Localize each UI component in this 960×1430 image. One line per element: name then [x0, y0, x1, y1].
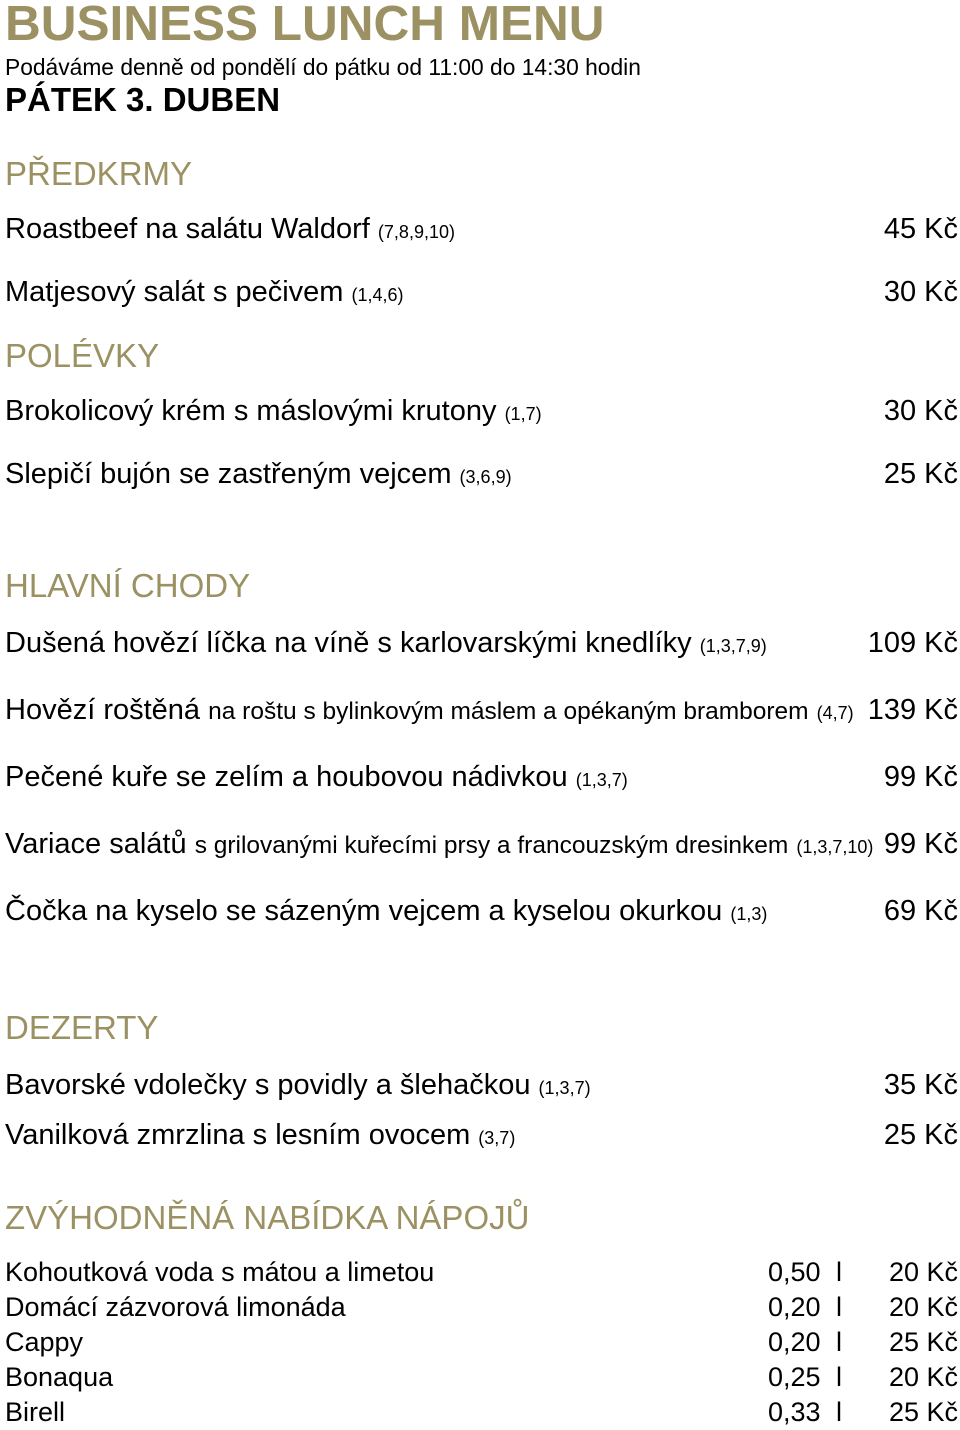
item-name: Hovězí roštěná: [5, 694, 201, 726]
drink-price: 20 Kč: [888, 1292, 958, 1322]
serving-hours-text: Podáváme denně od pondělí do pátku od 11:00 do 14:30 hodin: [5, 54, 641, 80]
menu-item: [5, 878, 958, 945]
item-name-group: [5, 198, 455, 261]
item-allergens: (1,7): [504, 404, 542, 424]
item-allergens: (3,7): [478, 1128, 516, 1148]
item-list: [5, 198, 958, 324]
item-name-group: [5, 1110, 515, 1160]
item-name-group: [5, 878, 767, 945]
drink-price: 25 Kč: [888, 1397, 958, 1427]
drink-name: Kohoutková voda s mátou a limetou: [5, 1257, 435, 1287]
drink-name: Domácí zázvorová limonáda: [5, 1292, 346, 1322]
item-allergens: (1,4,6): [351, 285, 404, 305]
drink-name: Cappy: [5, 1327, 84, 1357]
menu-item: [5, 380, 958, 443]
drink-volume: 0,25: [768, 1362, 821, 1392]
menu-item: [5, 261, 958, 324]
item-price: 25 Kč: [883, 1119, 958, 1151]
drink-volume: 0,33: [768, 1397, 821, 1427]
section-soups: [5, 332, 958, 506]
item-allergens: (4,7): [816, 703, 854, 723]
section-main-courses: [5, 562, 958, 945]
drink-row: [5, 1255, 958, 1290]
item-name: Pečené kuře se zelím a houbovou nádivkou: [5, 761, 568, 793]
menu-item: [5, 1060, 958, 1110]
section-heading: POLÉVKY: [5, 337, 160, 374]
item-price: 99 Kč: [883, 828, 958, 860]
item-price: 109 Kč: [867, 627, 958, 659]
item-price: 69 Kč: [883, 895, 958, 927]
menu-item: [5, 744, 958, 811]
item-name-group: [5, 443, 512, 506]
drink-row: [5, 1360, 958, 1395]
section-heading: ZVÝHODNĚNÁ NABÍDKA NÁPOJŮ: [5, 1199, 530, 1236]
item-name: Variace salátů: [5, 828, 187, 860]
menu-item: [5, 1110, 958, 1160]
item-name: Roastbeef na salátu Waldorf: [5, 213, 370, 245]
menu-item: [5, 198, 958, 261]
section-starters: [5, 150, 958, 324]
item-name-group: [5, 610, 767, 677]
item-allergens: (3,6,9): [459, 467, 512, 487]
item-list: [5, 610, 958, 945]
item-price: 45 Kč: [883, 213, 958, 245]
item-name: Vanilková zmrzlina s lesním ovocem: [5, 1119, 471, 1151]
drink-row: [5, 1290, 958, 1325]
menu-item: [5, 610, 958, 677]
menu-item: [5, 811, 958, 878]
drink-row: [5, 1325, 958, 1360]
menu-item: [5, 443, 958, 506]
item-description: s grilovanými kuřecími prsy a francouzským dresinkem: [194, 832, 789, 859]
item-allergens: (1,3): [730, 904, 768, 924]
item-name-group: [5, 1060, 591, 1110]
drink-volume: 0,20: [768, 1292, 821, 1322]
drink-unit: l: [836, 1327, 842, 1357]
menu-title: BUSINESS LUNCH MENU: [5, 0, 605, 51]
item-allergens: (1,3,7): [538, 1078, 591, 1098]
item-name-group: [5, 677, 854, 744]
item-name: Bavorské vdolečky s povidly a šlehačkou: [5, 1069, 531, 1101]
section-desserts: [5, 1004, 958, 1160]
drink-price: 20 Kč: [888, 1257, 958, 1287]
drink-volume: 0,50: [768, 1257, 821, 1287]
drink-list: [5, 1255, 958, 1430]
drink-unit: l: [836, 1397, 842, 1427]
drink-unit: l: [836, 1362, 842, 1392]
item-allergens: (1,3,7,10): [796, 837, 874, 857]
drink-name: Bonaqua: [5, 1362, 114, 1392]
item-list: [5, 380, 958, 506]
item-name-group: [5, 380, 542, 443]
section-heading: PŘEDKRMY: [5, 155, 193, 192]
drink-name: Birell: [5, 1397, 66, 1427]
item-price: 35 Kč: [883, 1069, 958, 1101]
item-name-group: [5, 811, 873, 878]
section-heading: HLAVNÍ CHODY: [5, 567, 251, 604]
menu-date: PÁTEK 3. DUBEN: [5, 81, 281, 118]
menu-item: [5, 677, 958, 744]
item-name: Slepičí bujón se zastřeným vejcem: [5, 458, 452, 490]
section-heading: DEZERTY: [5, 1009, 159, 1046]
drink-price: 25 Kč: [888, 1327, 958, 1357]
item-allergens: (1,3,7): [575, 770, 628, 790]
item-name-group: [5, 744, 628, 811]
item-price: 30 Kč: [883, 276, 958, 308]
item-name: Brokolicový krém s máslovými krutony: [5, 395, 497, 427]
drink-unit: l: [836, 1257, 842, 1287]
item-description: na roštu s bylinkovým máslem a opékaným bramborem: [208, 698, 809, 725]
item-list: [5, 1060, 958, 1160]
item-price: 25 Kč: [883, 458, 958, 490]
menu-header: [5, 0, 958, 118]
section-drinks: [5, 1194, 958, 1430]
item-allergens: (7,8,9,10): [377, 222, 455, 242]
drink-unit: l: [836, 1292, 842, 1322]
item-price: 30 Kč: [883, 395, 958, 427]
drink-volume: 0,20: [768, 1327, 821, 1357]
item-price: 99 Kč: [883, 761, 958, 793]
item-allergens: (1,3,7,9): [699, 636, 767, 656]
item-name: Čočka na kyselo se sázeným vejcem a kyselou okurkou: [5, 895, 723, 927]
item-name: Dušená hovězí líčka na víně s karlovarskými knedlíky: [5, 627, 692, 659]
drink-price: 20 Kč: [888, 1362, 958, 1392]
item-name-group: [5, 261, 404, 324]
item-price: 139 Kč: [867, 694, 958, 726]
drink-row: [5, 1395, 958, 1430]
item-name: Matjesový salát s pečivem: [5, 276, 344, 308]
